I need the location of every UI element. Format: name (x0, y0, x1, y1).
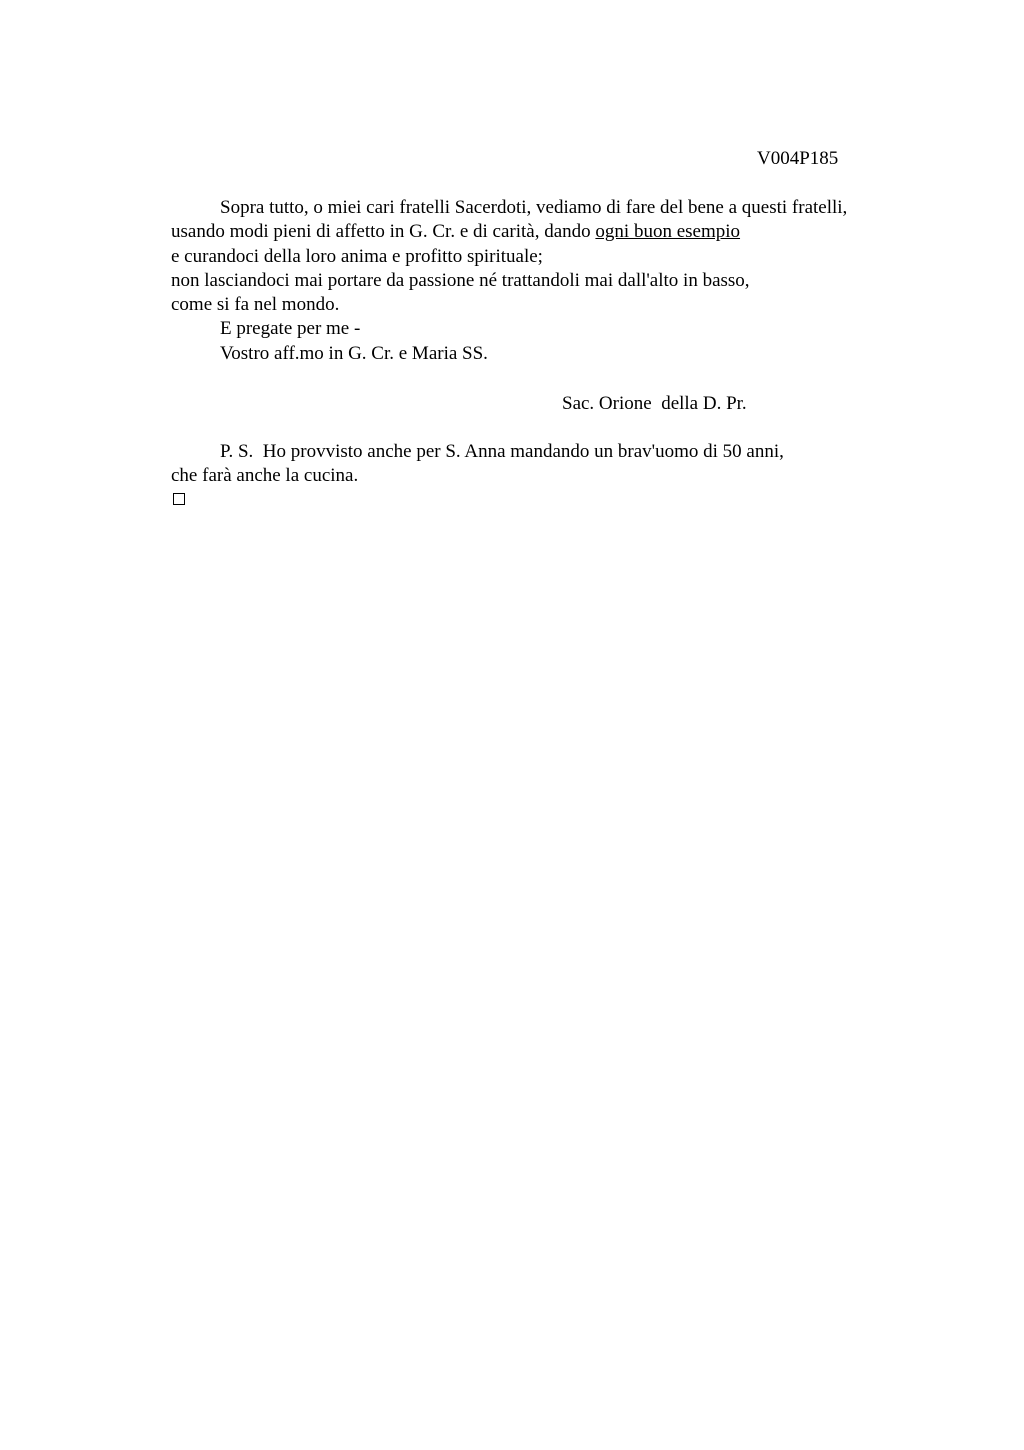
letter-line-6: E pregate per me - (220, 318, 361, 340)
letter-line-3: e curandoci della loro anima e profitto spirituale; (171, 245, 543, 267)
letter-body (171, 196, 931, 366)
page-id: V004P185 (757, 148, 839, 169)
letter-line-2 (171, 220, 931, 244)
letter-line-4: non lasciandoci mai portare da passione né trattandoli mai dall'alto in basso, (171, 269, 750, 291)
letter-closing: Vostro aff.mo in G. Cr. e Maria SS. (220, 342, 488, 364)
underlined-phrase: ogni buon esempio (595, 221, 741, 243)
letter-line-1: Sopra tutto, o miei cari fratelli Sacerdoti, vediamo di fare del bene a questi fratelli, (220, 197, 848, 218)
letter-line-2-text: usando modi pieni di affetto in G. Cr. e di carità, dando (171, 221, 596, 243)
signature: Sac. Orione della D. Pr. (562, 393, 747, 414)
square-outline-icon (173, 493, 185, 505)
letter-line-5: come si fa nel mondo. (171, 294, 340, 316)
postscript-line-1: P. S. Ho provvisto anche per S. Anna mandando un brav'uomo di 50 anni, (220, 441, 784, 462)
postscript (171, 440, 931, 489)
postscript-line-2: che farà anche la cucina. (171, 465, 359, 487)
